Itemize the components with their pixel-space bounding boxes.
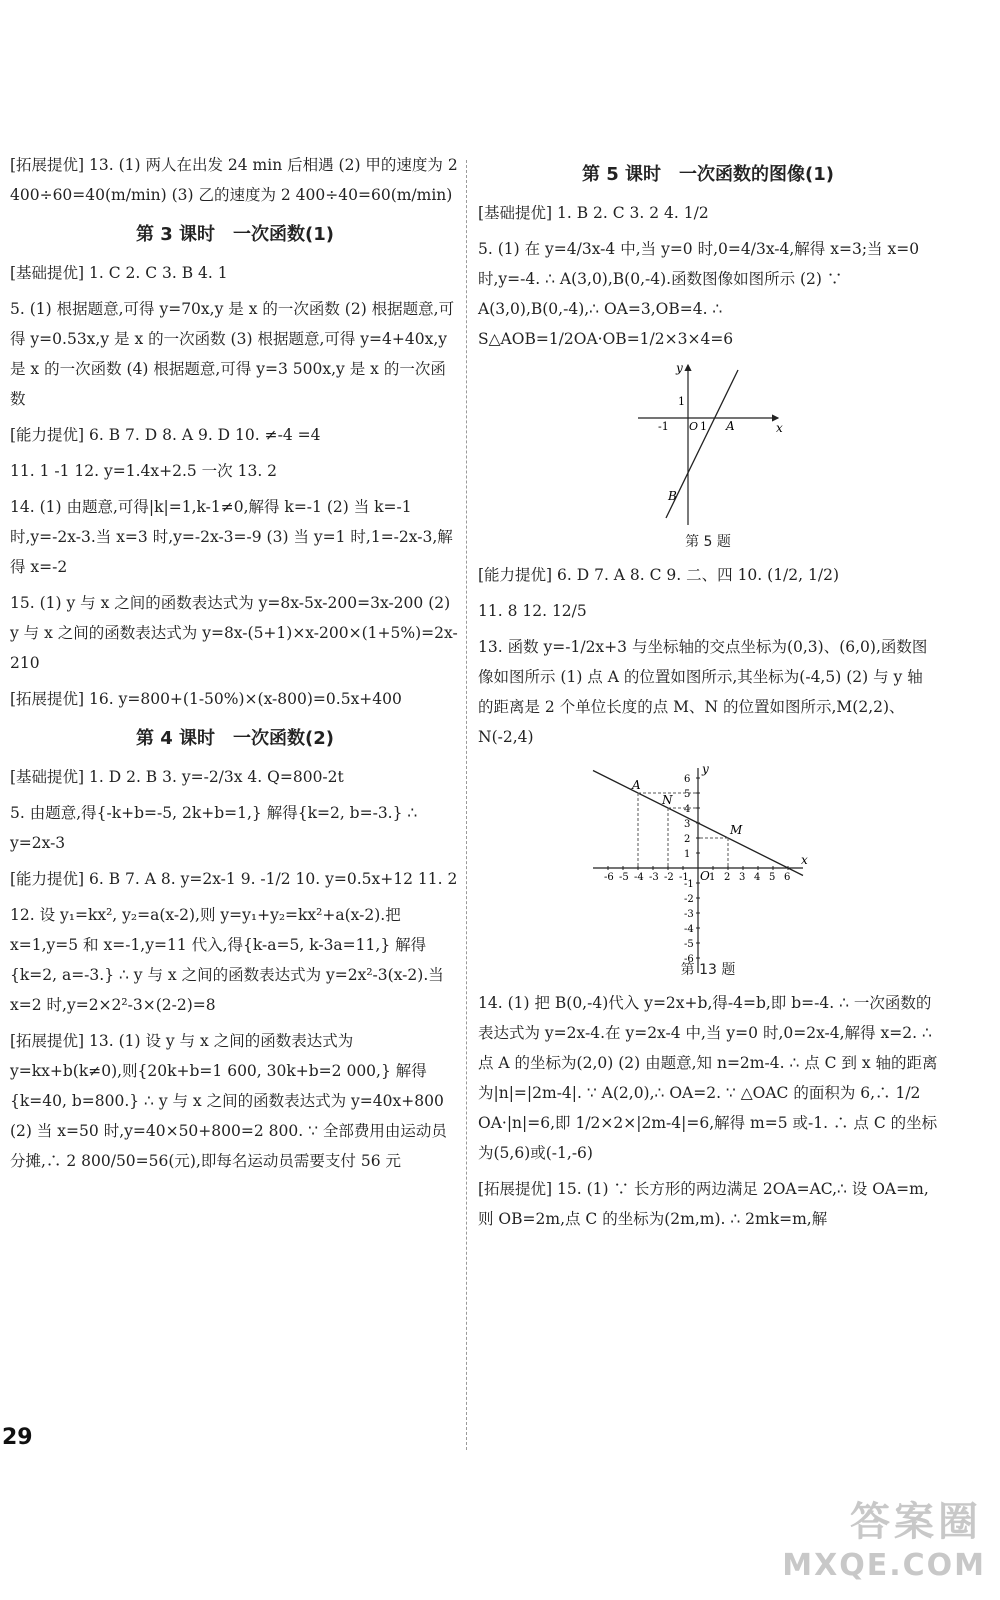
- fig13-x-tick-label: 4: [754, 872, 761, 883]
- fig13-origin: O: [700, 869, 710, 883]
- fig13-y-tick-label: 1: [684, 849, 691, 860]
- paragraph: 13. 函数 y=-1/2x+3 与坐标轴的交点坐标为(0,3)、(6,0),函数图像如图所示 (1) 点 A 的位置如图所示,其坐标为(-4,5) (2) 与 y 轴的距离是 2 个单位长度的点 M、N 的位置如图所示,M(2,2)、N(-2,4): [478, 638, 928, 746]
- fig13-x-tick-label: 5: [769, 872, 776, 883]
- fig13-y-tick-label: -2: [684, 894, 694, 905]
- page-number: 29: [2, 1425, 33, 1450]
- paragraph: [基础提优] 1. D 2. B 3. y=-2/3x 4. Q=800-2t: [10, 768, 344, 786]
- fig13-y-label: y: [702, 762, 709, 776]
- figure-5-graph: [628, 360, 788, 530]
- right-column: [478, 150, 938, 1240]
- paragraph: [能力提优] 6. B 7. A 8. y=2x-1 9. -1/2 10. y=0.5x+12 11. 2: [10, 870, 458, 888]
- section-heading: 第 4 课时 一次函数(2): [135, 728, 335, 749]
- fig13-point-m: M: [730, 823, 743, 837]
- fig13-x-tick-label: -1: [679, 872, 689, 883]
- fig13-y-tick-label: 4: [684, 804, 691, 815]
- fig5-x-label: x: [776, 421, 783, 435]
- paragraph: 5. (1) 在 y=4/3x-4 中,当 y=0 时,0=4/3x-4,解得 x=3;当 x=0 时,y=-4. ∴ A(3,0),B(0,-4).函数图像如图所示 (2) ∵ A(3,0),B(0,-4),∴ OA=3,OB=4. ∴ S△AOB=1/2OA·OB=1/2×3×4=6: [478, 240, 920, 348]
- fig13-point-n: N: [662, 793, 673, 807]
- watermark-url: MXQE.COM: [782, 1548, 986, 1583]
- fig13-y-tick-label: -6: [684, 954, 694, 965]
- fig5-origin: O: [689, 420, 699, 433]
- fig13-y-tick-label: 5: [684, 789, 691, 800]
- left-column: [10, 150, 460, 1182]
- fig13-y-tick-label: 2: [684, 834, 691, 845]
- fig13-y-tick-label: -5: [684, 939, 694, 950]
- fig13-point-a: A: [632, 778, 641, 792]
- section-heading: 第 3 课时 一次函数(1): [135, 224, 335, 245]
- fig13-x-tick-label: -2: [664, 872, 674, 883]
- paragraph: 11. 1 -1 12. y=1.4x+2.5 一次 13. 2: [10, 462, 278, 480]
- paragraph: [拓展提优] 16. y=800+(1-50%)×(x-800)=0.5x+400: [10, 690, 402, 708]
- fig13-x-tick-label: 1: [709, 872, 716, 883]
- paragraph: 5. 由题意,得{-k+b=-5, 2k+b=1,} 解得{k=2, b=-3.} ∴ y=2x-3: [10, 804, 418, 852]
- fig13-y-tick-label: 3: [684, 819, 691, 830]
- fig5-tick: 1: [700, 420, 707, 433]
- column-divider: [466, 160, 467, 1450]
- paragraph: [基础提优] 1. B 2. C 3. 2 4. 1/2: [478, 204, 709, 222]
- fig5-y-label: y: [676, 361, 683, 375]
- paragraph: 5. (1) 根据题意,可得 y=70x,y 是 x 的一次函数 (2) 根据题意,可得 y=0.53x,y 是 x 的一次函数 (3) 根据题意,可得 y=4+40x,y 是 x 的一次函数 (4) 根据题意,可得 y=3 500x,y 是 x 的一次函数: [10, 300, 455, 408]
- fig5-point-a: A: [726, 419, 735, 433]
- section-heading: 第 5 课时 一次函数的图像(1): [581, 164, 835, 185]
- fig13-x-tick-label: -6: [604, 872, 614, 883]
- figure-13-graph: [588, 758, 828, 965]
- paragraph: [拓展提优] 15. (1) ∵ 长方形的两边满足 2OA=AC,∴ 设 OA=m,则 OB=2m,点 C 的坐标为(2m,m). ∴ 2mk=m,解: [478, 1180, 929, 1228]
- paragraph: 14. (1) 由题意,可得|k|=1,k-1≠0,解得 k=-1 (2) 当 k=-1 时,y=-2x-3.当 x=3 时,y=-2x-3=-9 (3) 当 y=1 时,1=-2x-3,解得 x=-2: [10, 498, 453, 576]
- fig13-x-tick-label: 6: [784, 872, 791, 883]
- fig13-x-tick-label: 3: [739, 872, 746, 883]
- figure-caption: 第 5 题: [685, 534, 731, 550]
- fig13-x-tick-label: -4: [634, 872, 644, 883]
- fig13-x-tick-label: -5: [619, 872, 629, 883]
- paragraph: [拓展提优] 13. (1) 两人在出发 24 min 后相遇 (2) 甲的速度为 2 400÷60=40(m/min) (3) 乙的速度为 2 400÷40=60(m/min): [10, 156, 458, 204]
- paragraph: [基础提优] 1. C 2. C 3. B 4. 1: [10, 264, 228, 282]
- paragraph: [能力提优] 6. D 7. A 8. C 9. 二、四 10. (1/2, 1/2): [478, 566, 839, 584]
- paragraph: [拓展提优] 13. (1) 设 y 与 x 之间的函数表达式为 y=kx+b(k≠0),则{20k+b=1 600, 30k+b=2 000,} 解得{k=40, b=800.} ∴ y 与 x 之间的函数表达式为 y=40x+800 (2) 当 x=50 时,y=40×50+800=2 800. ∵ 全部费用由运动员分摊,∴ 2 800/50=56(元),即每名运动员需要支付 56 元: [10, 1032, 447, 1170]
- fig13-x-tick-label: -3: [649, 872, 659, 883]
- fig5-tick: 1: [678, 395, 685, 408]
- fig13-y-tick-label: -4: [684, 924, 694, 935]
- fig13-y-tick-label: -3: [684, 909, 694, 920]
- paragraph: [能力提优] 6. B 7. D 8. A 9. D 10. ≠-4 =4: [10, 426, 321, 444]
- fig13-x-tick-label: 2: [724, 872, 731, 883]
- paragraph: 14. (1) 把 B(0,-4)代入 y=2x+b,得-4=b,即 b=-4. ∴ 一次函数的表达式为 y=2x-4.在 y=2x-4 中,当 y=0 时,0=2x-4,解得 x=2. ∴ 点 A 的坐标为(2,0) (2) 由题意,知 n=2m-4. ∴ 点 C 到 x 轴的距离为|n|=|2m-4|. ∵ A(2,0),∴ OA=2. ∵ △OAC 的面积为 6,∴ 1/2 OA·|n|=6,即 1/2×2×|2m-4|=6,解得 m=5 或-1. ∴ 点 C 的坐标为(5,6)或(-1,-6): [478, 994, 938, 1162]
- watermark-logo: 答案圈: [850, 1499, 982, 1545]
- figure-caption: 第 13 题: [680, 962, 736, 978]
- paragraph: 11. 8 12. 12/5: [478, 602, 587, 620]
- paragraph: 12. 设 y₁=kx², y₂=a(x-2),则 y=y₁+y₂=kx²+a(x-2).把 x=1,y=5 和 x=-1,y=11 代入,得{k-a=5, k-3a=11,} 解得{k=2, a=-3.} ∴ y 与 x 之间的函数表达式为 y=2x²-3(x-2).当 x=2 时,y=2×2²-3×(2-2)=8: [10, 906, 444, 1014]
- fig13-y-tick-label: -1: [684, 879, 694, 890]
- paragraph: 15. (1) y 与 x 之间的函数表达式为 y=8x-5x-200=3x-200 (2) y 与 x 之间的函数表达式为 y=8x-(5+1)×x-200×(1+5%)=2x-210: [10, 594, 458, 672]
- fig5-tick: -1: [658, 420, 669, 433]
- fig13-x-label: x: [801, 853, 808, 867]
- fig5-point-b: B: [668, 489, 677, 503]
- fig13-y-tick-label: 6: [684, 774, 691, 785]
